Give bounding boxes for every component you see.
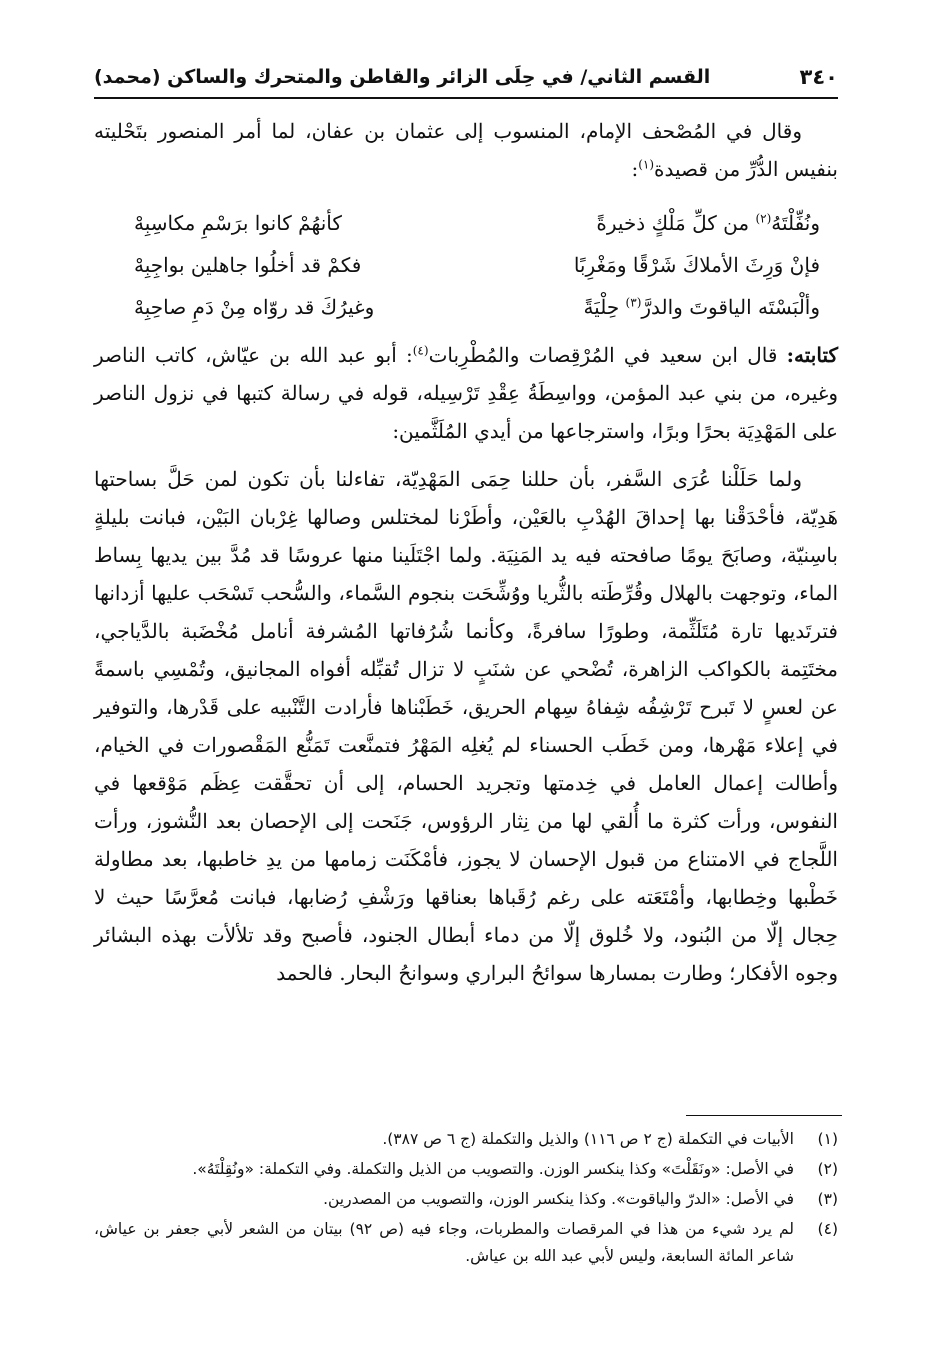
kitabah-text-a: قال ابن سعيد في المُرْقِصات والمُطْرِبات [428, 343, 787, 367]
page-number: ٣٤٠ [799, 65, 838, 89]
hemistich-right: ونُفِّلْتَهُ$^{(٢)}$ من كلِّ مَلْكٍ ذخيرةً [596, 211, 820, 235]
footnote [94, 1156, 838, 1183]
hemistich-left: فكمْ قد أخلُوا جاهلين بواجِبِهْ [134, 253, 362, 277]
footnote-text: في الأصل: «الدرّ والياقوت». وكذا ينكسر الوزن، والتصويب من المصدرين. [323, 1190, 794, 1208]
kitabah-text-b: : أبو عبد الله بن عيّاش، كاتب الناصر وغيره، من بني عبد المؤمن، وواسِطَةُ عِقْدِ تَرْسِيله، قوله في رسالة كتبها في نزول الناصر على المَهْدِيَة بحرًا وبرًا، واسترجاعها من أيدي المُلَثَّمين: [94, 343, 838, 443]
intro-line-1: وقال في المُصْحف الإمام، المنسوب إلى عثمان بن عفان، لما أمر المنصور [157, 119, 802, 143]
footnote [94, 1126, 838, 1153]
hemistich-left: وغيرُكَ قد روّاه مِنْ دَمِ صاحِبِهْ [134, 295, 375, 319]
intro-line-2: بتَحْليته بنفيس الدُّرِّ من قصيدة [94, 119, 838, 181]
running-title: القسم الثاني/ في حِلَى الزائر والقاطن والمتحرك والساكن (محمد) [94, 66, 711, 88]
poem-line-1 [94, 202, 838, 244]
letter-paragraph: ولما حَلَلْنا عُرَى السَّفر، بأن حللنا حِمَى المَهْدِيّة، تفاءلنا بأن تكون لمن حَلَّ بساحتها هَدِيّة، فأحْدَقْنا بها إحداقَ الهُدْبِ بالعَيْن، وأطَرْنا لمختلس وصالها غِرْبان البَيْن، فبانت بليلةٍ باسِنيّة، وصابَحَ يومًا صافحته فيه يد المَنِيَة. ولما اجْتَلَينا منها عروسًا قد مُدَّ بين يديها بِساط الماء، وتوجهت بالهلال وقُرِّطَته بالثُّريا ووُشِّحَت بنجوم السَّماء، والسُّحب تَسْحَب عليها أزدانها فترتَديها تارة مُتَلَثِّمة، وطورًا سافرةً، وكأنما شُرُفاتها المُشرفة أنامل مُخْضَبة بالدَّياجي، مختَتِمة بالكواكب الزاهرة، تُضْحي عن شنَبٍ لا تزال تُقبِّله أفواه المجانيق، وتُمْسِي باسمةً عن لعسٍ لا تَبرح تَرْشِفُه شِفاهُ سِهام الحريق، خَطَبْناها فأرادت التَّنْبيه على قَدْرها، والتوفير في إعلاء مَهْرها، ومن خَطَب الحسناء لم يُغلِه المَهْرُ فتمنَّعت تَمَنُّع المَقْصورات في الخيام، وأطالت إعمال العامل في خِدمتها وتجريد الحسام، إلى أن تحقَّقت عِظَم مَوْقعها في النفوس، ورأت كثرة ما أُلقي لها من نِثار الرؤوس، جَنَحت إلى الإحصان بعد النُّشوز، ورأت اللَّجاج في الامتناع من قبول الإحسان لا يجوز، فأمْكَنَت زمامها من يدِ خاطبها، بعد مطاولة خَطْبها وخِطابها، وأمْتَعَته على رغم رُقَباها بعناقها ورَشْفِ رُضابها، فبانت مُعرَّسًا حيث لا حِجال إلّا من البُنود، ولا خُلوق إلّا من دماء أبطال الجنود، فأصبح وقد تلألأت بهذه البشائر وجوه الأفكار؛ وطارت بمسارها سوائحُ البراري وسوانحُ البحار. فالحمد [94, 467, 838, 985]
footnote [94, 1216, 838, 1270]
intro-paragraph [94, 112, 838, 188]
poem-line-3 [94, 286, 838, 328]
footnote-rule [686, 1115, 842, 1116]
footnote-number: (٤) [817, 1220, 838, 1238]
footnote-ref-3[interactable]: (٣) [625, 295, 642, 310]
footnote-number: (٢) [817, 1160, 838, 1178]
section-gap [94, 450, 838, 460]
footnote-number: (١) [817, 1130, 838, 1148]
footnote-ref-1[interactable]: (١) [638, 157, 655, 172]
footnote-text: الأبيات في التكملة (ج ٢ ص ١١٦) والذيل والتكملة (ج ٦ ص ٣٨٧). [382, 1130, 794, 1148]
footnote-text: في الأصل: «ونَقَلْتَ» وكذا ينكسر الوزن. والتصويب من الذيل والتكملة. وفي التكملة: «ونُقِلْتَهُ». [192, 1160, 794, 1178]
footnote-ref-2[interactable]: (٢) [755, 211, 772, 226]
footnote-text: لم يرد شيء من هذا في المرقصات والمطربات، وجاء فيه (ص ٩٢) بيتان من الشعر لأبي جعفر بن عياش، شاعر المائة السابعة، وليس لأبي عبد الله بن عياش. [94, 1220, 794, 1265]
poem-line-2 [94, 244, 838, 286]
poem [94, 202, 838, 328]
kitabah-label: كتابته: [786, 343, 838, 367]
footnote-ref-4[interactable]: (٤) [412, 343, 429, 358]
page-header [94, 58, 838, 96]
kitabah-paragraph [94, 336, 838, 450]
footnote-number: (٣) [817, 1190, 838, 1208]
hemistich-right: فإنْ وَرِثَ الأملاكَ شَرْقًا ومَغْرِبًا [573, 253, 820, 277]
hemistich-left: كأنهُمْ كانوا برَسْمِ مكاسِبِهْ [134, 211, 342, 235]
hemistich-right: وألْبَسْتَه الياقوتَ والدرَّ$^{(٣)}$ حِلْيَةً [583, 295, 820, 319]
header-rule [94, 97, 838, 99]
intro-line-2-end: : [631, 157, 639, 181]
main-text [94, 112, 838, 992]
footnote [94, 1186, 838, 1213]
footnotes [94, 1126, 838, 1273]
